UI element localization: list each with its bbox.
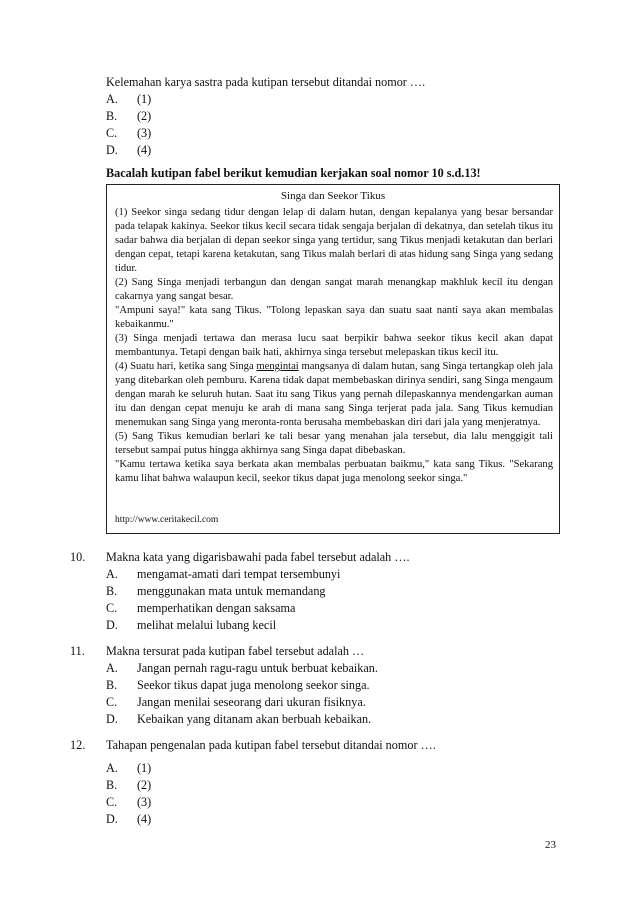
q10-stem: Makna kata yang digarisbawahi pada fabel tersebut adalah …. [106,550,410,564]
fable-paragraph-2-dialogue: "Ampuni saya!" kata sang Tikus. "Tolong lepaskan saya dan suatu saat nanti saya akan membalas kebaikanmu." [115,305,553,330]
q11-option-letter: B. [106,678,118,692]
q12-option-text: (1) [137,761,152,775]
q10-number: 10. [70,550,86,564]
q12-option-text: (4) [137,812,152,826]
q9-option-text: (1) [137,92,152,106]
q11-option-letter: C. [106,695,118,709]
fable-paragraph-4-rest: mangsanya di dalam hutan, sang Singa tertangkap oleh jala yang ditebarkan oleh pemburu. Karena tidak dapat membebaskan dirinya sendiri, sang Singa mengaum dengan marah ke seluruh hutan. Saat itu sang Tikus yang pernah dilepaskannya mendengarkan auman itu dan dengan cepat menuju ke arah di mana sang Singa terjerat pada jala. Sang Tikus kemudian menemukan sang Singa yang meronta-ronta berusaha membebaskan diri dari jala yang menjeratnya. [115,361,553,428]
q12-option-letter: C. [106,795,118,809]
q12-number: 12. [70,738,86,752]
q9-stem: Kelemahan karya sastra pada kutipan tersebut ditandai nomor …. [106,75,426,89]
q9-option-text: (2) [137,109,152,123]
q11-option-text: Jangan menilai seseorang dari ukuran fisiknya. [137,695,366,709]
fable-paragraph-1: (1) Seekor singa sedang tidur dengan lelap di dalam hutan, dengan kepalanya yang besar bersandar pada telapak kakinya. Seekor tikus kecil secara tidak sengaja berjalan di dekatnya, dan setelah tikus itu sadar bahwa dia berjalan di depan seekor singa yang tertidur, sang Tikus menjadi ketakutan dan berlari dengan cepat, tetapi karena ketakutan, sang Tikus malah berlari di atas hidung sang Singa yang sedang tidur. [115,207,553,274]
q9-option-letter: C. [106,126,118,140]
q9-option-letter: A. [106,92,118,106]
q10-option-text: melihat melalui lubang kecil [137,618,277,632]
q11-option-text: Kebaikan yang ditanam akan berbuah kebaikan. [137,712,372,726]
q10-option-text: memperhatikan dengan saksama [137,601,296,615]
q11-number: 11. [70,644,85,658]
underlined-word: mengintai [256,361,299,372]
q10-option-letter: C. [106,601,118,615]
q10-option-letter: B. [106,584,118,598]
fable-text [115,206,553,486]
q10-option-letter: D. [106,618,118,632]
q9-option-letter: B. [106,109,118,123]
fable-box [106,184,560,534]
source-link: http://www.ceritakecil.com [115,515,219,525]
reading-instruction: Bacalah kutipan fabel berikut kemudian kerjakan soal nomor 10 s.d.13! [106,166,481,180]
fable-paragraph-2: (2) Sang Singa menjadi terbangun dan dengan sangat marah menangkap makhluk kecil itu dengan cakarnya yang sangat besar. [115,277,553,302]
q11-option-text: Jangan pernah ragu-ragu untuk berbuat kebaikan. [137,661,378,675]
q12-option-letter: B. [106,778,118,792]
q11-stem: Makna tersurat pada kutipan fabel tersebut adalah … [106,644,365,658]
q12-option-letter: D. [106,812,118,826]
fable-paragraph-4 [115,360,553,430]
q12-option-text: (2) [137,778,152,792]
q10-option-text: menggunakan mata untuk memandang [137,584,326,598]
q12-option-letter: A. [106,761,118,775]
fable-paragraph-3: (3) Singa menjadi tertawa dan merasa lucu saat berpikir bahwa seekor tikus kecil akan dapat membantunya. Tetapi dengan baik hati, akhirnya singa tersebut melepaskan tikus kecil itu. [115,333,553,358]
q10-option-letter: A. [106,567,118,581]
q11-option-text: Seekor tikus dapat juga menolong seekor singa. [137,678,370,692]
q11-option-letter: D. [106,712,118,726]
q9-option-text: (4) [137,143,152,157]
q12-option-text: (3) [137,795,152,809]
q10-option-text: mengamat-amati dari tempat tersembunyi [137,567,341,581]
page-number: 23 [545,839,556,851]
fable-paragraph-5: (5) Sang Tikus kemudian berlari ke tali besar yang menahan jala tersebut, dia lalu menggigit tali tersebut sampai putus hingga akhirnya sang Singa dapat dibebaskan. [115,431,553,456]
fable-title: Singa dan Seekor Tikus [280,190,386,202]
q9-option-letter: D. [106,143,118,157]
q9-option-text: (3) [137,126,152,140]
fable-paragraph-4-start: (4) Suatu hari, ketika sang Singa [115,361,257,372]
fable-paragraph-5-dialogue: "Kamu tertawa ketika saya berkata akan membalas perbuatan baikmu," kata sang Tikus. "Sekarang kamu lihat bahwa walaupun kecil, seekor tikus dapat juga menolong seekor singa." [115,459,553,484]
q12-stem: Tahapan pengenalan pada kutipan fabel tersebut ditandai nomor …. [106,738,436,752]
q11-option-letter: A. [106,661,118,675]
